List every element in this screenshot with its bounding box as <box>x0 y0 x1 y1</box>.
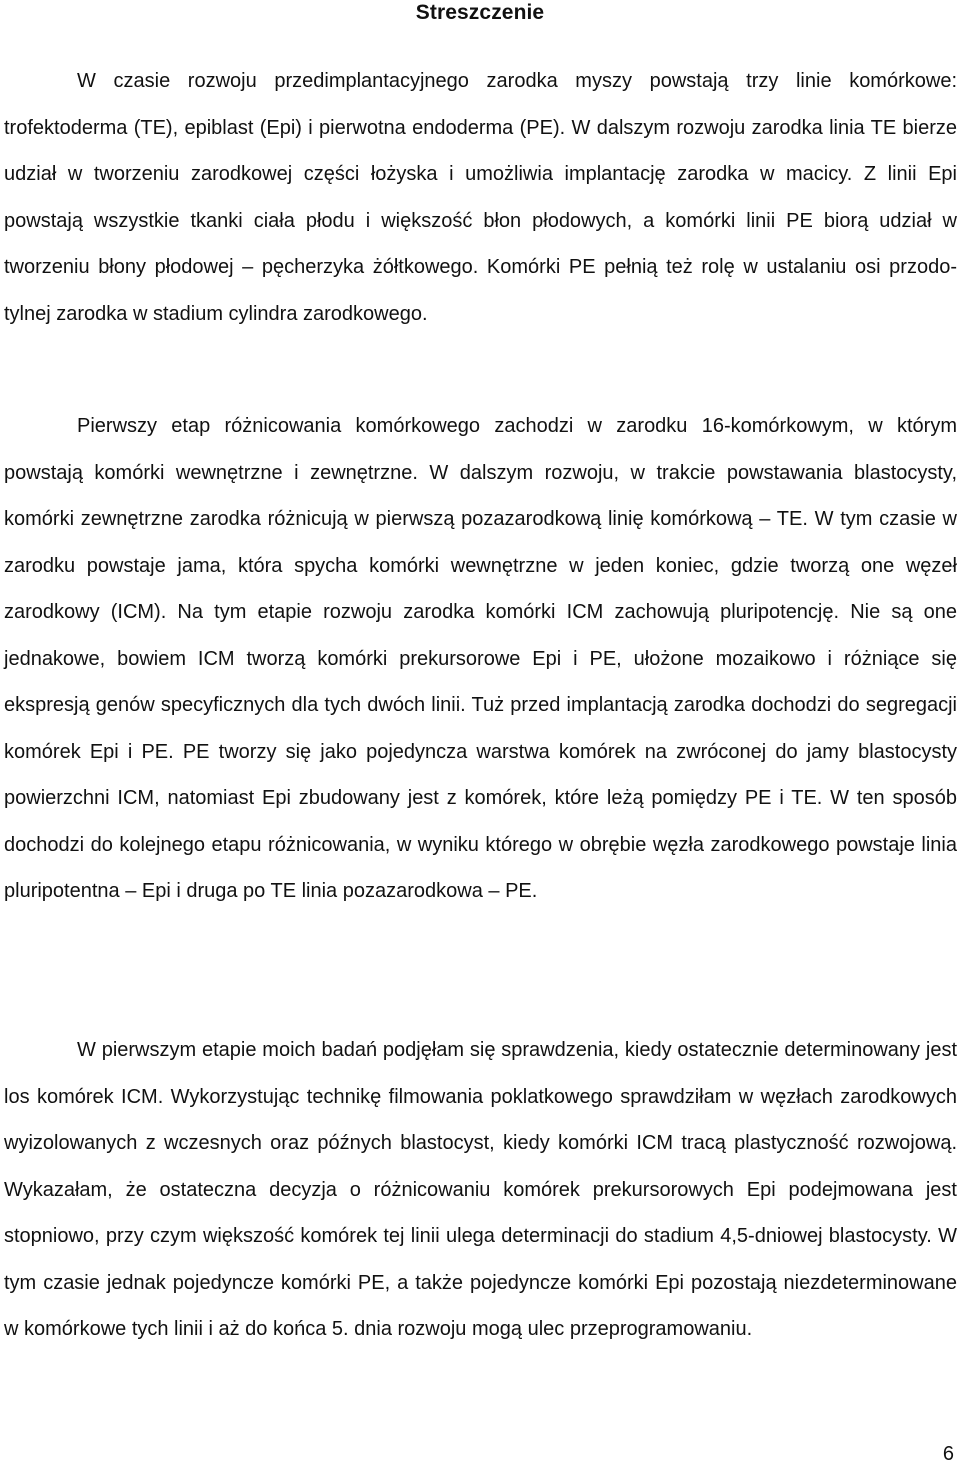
paragraph-1: W czasie rozwoju przedimplantacyjnego zarodka myszy powstają trzy linie komórkowe: trofektoderma (TE), epiblast (Epi) i pierwotna endoderma (PE). W dalszym rozwoju zarodka linia TE bierze udział w tworzeniu zarodkowej części łożyska i umożliwia implantację zarodka w macicy. Z linii Epi powstają wszystkie tkanki ciała płodu i większość błon płodowych, a komórki linii PE biorą udział w tworzeniu błony płodowej – pęcherzyka żółtkowego. Komórki PE pełnią też rolę w ustalaniu osi przodo-tylnej zarodka w stadium cylindra zarodkowego. <box>4 70 957 325</box>
page-title: Streszczenie <box>415 1 545 24</box>
paragraph-2: Pierwszy etap różnicowania komórkowego zachodzi w zarodku 16-komórkowym, w którym powstają komórki wewnętrzne i zewnętrzne. W dalszym rozwoju, w trakcie powstawania blastocysty, komórki zewnętrzne zarodka różnicują w pierwszą pozazarodkową linię komórkową – TE. W tym czasie w zarodku powstaje jama, która spycha komórki wewnętrzne w jeden koniec, gdzie tworzą one węzeł zarodkowy (ICM). Na tym etapie rozwoju zarodka komórki ICM zachowują pluripotencję. Nie są one jednakowe, bowiem ICM tworzą komórki prekursorowe Epi i PE, ułożone mozaikowo i różniące się ekspresją genów specyficznych dla tych dwóch linii. Tuż przed implantacją zarodka dochodzi do segregacji komórek Epi i PE. PE tworzy się jako pojedyncza warstwa komórek na zwróconej do jamy blastocysty powierzchni ICM, natomiast Epi zbudowany jest z komórek, które leżą pomiędzy PE i TE. W ten sposób dochodzi do kolejnego etapu różnicowania, w wyniku którego w obrębie węzła zarodkowego powstaje linia pluripotentna – Epi i druga po TE linia pozazarodkowa – PE. <box>4 415 957 902</box>
paragraph-3: W pierwszym etapie moich badań podjęłam się sprawdzenia, kiedy ostatecznie determinowany jest los komórek ICM. Wykorzystując technikę filmowania poklatkowego sprawdziłam w węzłach zarodkowych wyizolowanych z wczesnych oraz późnych blastocyst, kiedy komórki ICM tracą plastyczność rozwojową. Wykazałam, że ostateczna decyzja o różnicowaniu komórek prekursorowych Epi podejmowana jest stopniowo, przy czym większość komórek tej linii ulega determinacji do stadium 4,5-dniowej blastocysty. W tym czasie jednak pojedyncze komórki PE, a także pojedyncze komórki Epi pozostają niezdeterminowane w komórkowe tych linii i aż do końca 5. dnia rozwoju mogą ulec przeprogramowaniu. <box>4 1039 957 1340</box>
page-number: 6 <box>942 1443 954 1465</box>
